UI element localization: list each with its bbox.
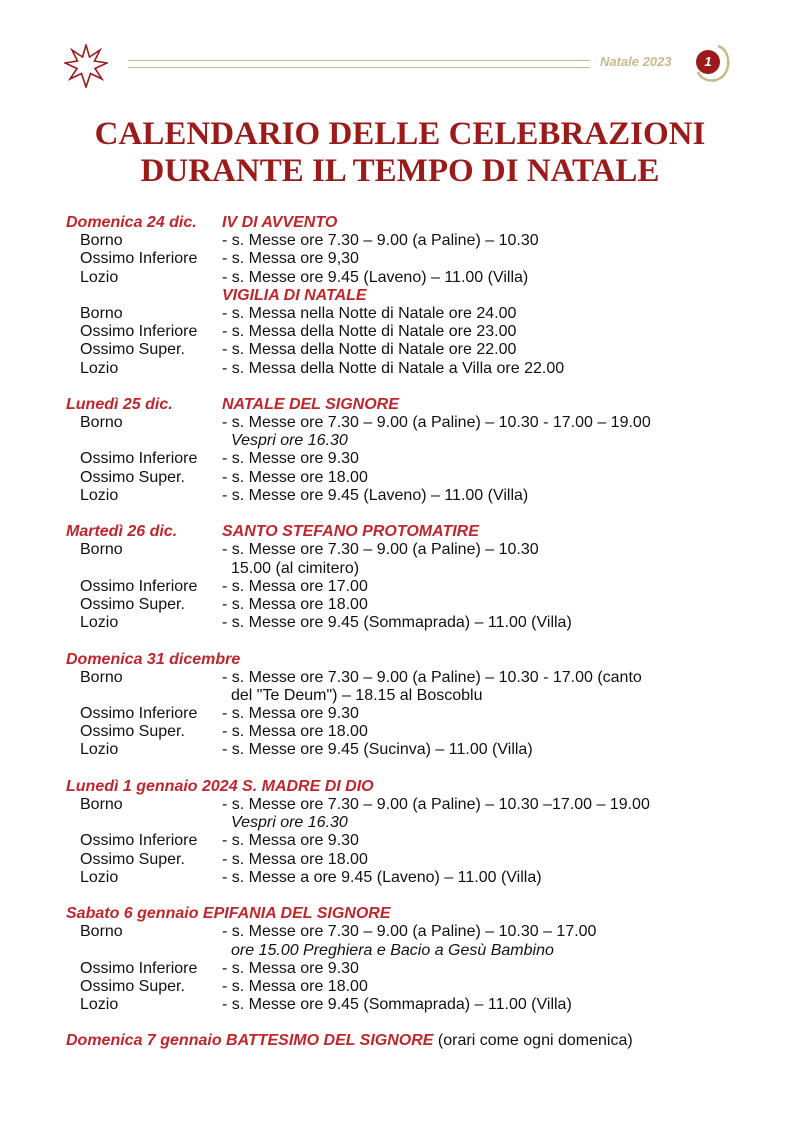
footer-note <box>66 1032 746 1050</box>
mass-times: - s. Messe ore 9.45 (Sommaprada) – 11.00 (Villa) <box>222 614 572 632</box>
place-label: Ossimo Super. <box>80 595 185 613</box>
header-label: Natale 2023 <box>600 54 672 69</box>
schedule-row <box>66 705 746 723</box>
mass-times: - s. Messa ore 18.00 <box>222 850 368 868</box>
place-label: Borno <box>80 923 123 941</box>
place-label: Borno <box>80 668 123 686</box>
section-heading <box>66 905 746 923</box>
place-label: Borno <box>80 304 123 322</box>
section-heading <box>66 651 746 669</box>
schedule-row <box>66 796 746 814</box>
continuation-text: ore 15.00 Preghiera e Bacio a Gesù Bambino <box>231 941 554 959</box>
schedule-row <box>66 614 746 632</box>
place-label: Ossimo Inferiore <box>80 577 198 595</box>
place-label: Lozio <box>80 268 119 286</box>
section-feast: IV DI AVVENTO <box>222 214 338 231</box>
schedule-row <box>66 414 746 432</box>
footer-note-text: (orari come ogni domenica) <box>437 1032 633 1050</box>
place-label: Borno <box>80 414 123 432</box>
title-line-2: DURANTE IL TEMPO DI NATALE <box>140 153 660 189</box>
place-label: Lozio <box>80 486 119 504</box>
schedule-row <box>66 669 746 687</box>
section-day: Martedì 26 dic. <box>66 523 178 541</box>
mass-times: - s. Messe ore 9.45 (Sucinva) – 11.00 (Villa) <box>222 741 533 759</box>
schedule-row-continuation <box>66 560 746 578</box>
section-heading <box>66 523 746 541</box>
continuation-text: 15.00 (al cimitero) <box>231 559 360 577</box>
schedule-row <box>66 869 746 887</box>
continuation-text: Vespri ore 16.30 <box>231 432 348 450</box>
continuation-text: del "Te Deum") – 18.15 al Boscoblu <box>231 686 483 704</box>
section-heading <box>66 214 746 232</box>
schedule-row-continuation <box>66 942 746 960</box>
mass-times: - s. Messa ore 9,30 <box>222 250 359 268</box>
schedule-row <box>66 360 746 378</box>
section-heading <box>66 396 746 414</box>
place-label: Ossimo Inferiore <box>80 705 198 723</box>
mass-times: - s. Messa della Notte di Natale a Villa ore 22.00 <box>222 359 565 377</box>
mass-times: - s. Messa della Notte di Natale ore 22.00 <box>222 341 517 359</box>
schedule-row <box>66 578 746 596</box>
mass-times: - s. Messe ore 7.30 – 9.00 (a Paline) – 10.30 <box>222 541 539 559</box>
schedule-row <box>66 450 746 468</box>
place-label: Ossimo Super. <box>80 468 185 486</box>
mass-times: - s. Messe ore 7.30 – 9.00 (a Paline) – 10.30 - 17.00 (canto <box>222 668 642 686</box>
section-day: Domenica 31 dicembre <box>66 650 241 668</box>
mass-times: - s. Messe ore 9.30 <box>222 450 359 468</box>
header-rule <box>128 60 590 68</box>
section-heading <box>66 778 746 796</box>
place-label: Ossimo Inferiore <box>80 959 198 977</box>
place-label: Ossimo Super. <box>80 977 185 995</box>
mass-times: - s. Messa ore 18.00 <box>222 977 368 995</box>
place-label: Borno <box>80 232 123 250</box>
mass-times: - s. Messe ore 9.45 (Laveno) – 11.00 (Villa) <box>222 268 529 286</box>
schedule-row <box>66 923 746 941</box>
schedule <box>66 214 746 1051</box>
place-label: Lozio <box>80 996 119 1014</box>
schedule-row-continuation <box>66 432 746 450</box>
mass-times: - s. Messa ore 17.00 <box>222 577 368 595</box>
place-label: Ossimo Inferiore <box>80 450 198 468</box>
mass-times: - s. Messa nella Notte di Natale ore 24.00 <box>222 304 517 322</box>
mass-times: - s. Messe ore 7.30 – 9.00 (a Paline) – 10.30 - 17.00 – 19.00 <box>222 414 651 432</box>
schedule-row <box>66 305 746 323</box>
page-title <box>0 116 800 190</box>
schedule-row <box>66 232 746 250</box>
schedule-row <box>66 741 746 759</box>
mass-times: - s. Messe ore 7.30 – 9.00 (a Paline) – 10.30 –17.00 – 19.00 <box>222 796 650 813</box>
schedule-row <box>66 851 746 869</box>
mass-times: - s. Messa ore 18.00 <box>222 723 368 741</box>
schedule-row <box>66 832 746 850</box>
mass-times: - s. Messe ore 9.45 (Laveno) – 11.00 (Villa) <box>222 486 529 504</box>
mass-times: - s. Messe ore 7.30 – 9.00 (a Paline) – 10.30 <box>222 232 539 250</box>
place-label: Lozio <box>80 359 119 377</box>
section-day: Sabato 6 gennaio EPIFANIA DEL SIGNORE <box>66 905 391 923</box>
mass-times: - s. Messe a ore 9.45 (Laveno) – 11.00 (Villa) <box>222 868 542 886</box>
place-label: Lozio <box>80 741 119 759</box>
mass-times: - s. Messa ore 9.30 <box>222 705 359 723</box>
schedule-row <box>66 960 746 978</box>
place-label: Ossimo Super. <box>80 341 185 359</box>
place-label: Borno <box>80 541 123 559</box>
mass-times: - s. Messe ore 9.45 (Sommaprada) – 11.00 (Villa) <box>222 996 572 1014</box>
page-number-badge: 1 <box>696 50 720 74</box>
section-day: Lunedì 25 dic. <box>66 395 173 413</box>
place-label: Ossimo Inferiore <box>80 323 198 341</box>
star-icon <box>64 44 108 88</box>
section-feast: SANTO STEFANO PROTOMATIRE <box>222 523 479 541</box>
mass-times: - s. Messa della Notte di Natale ore 23.00 <box>222 323 517 341</box>
schedule-row <box>66 541 746 559</box>
schedule-row-continuation <box>66 814 746 832</box>
schedule-row <box>66 596 746 614</box>
schedule-row <box>66 250 746 268</box>
schedule-row <box>66 723 746 741</box>
footer-heading: Domenica 7 gennaio BATTESIMO DEL SIGNORE <box>66 1032 434 1050</box>
place-label: Borno <box>80 796 123 813</box>
mass-times: - s. Messe ore 18.00 <box>222 468 368 486</box>
place-label: Lozio <box>80 868 119 886</box>
title-line-1: CALENDARIO DELLE CELEBRAZIONI <box>94 116 706 152</box>
schedule-row <box>66 323 746 341</box>
schedule-row <box>66 469 746 487</box>
place-label: Lozio <box>80 614 119 632</box>
place-label: Ossimo Super. <box>80 850 185 868</box>
schedule-row-continuation <box>66 687 746 705</box>
section-subheading <box>66 287 746 305</box>
mass-times: - s. Messa ore 9.30 <box>222 832 359 850</box>
schedule-row <box>66 269 746 287</box>
schedule-row <box>66 341 746 359</box>
section-sub-feast: VIGILIA DI NATALE <box>222 286 367 304</box>
schedule-row <box>66 487 746 505</box>
place-label: Ossimo Inferiore <box>80 832 198 850</box>
place-label: Ossimo Inferiore <box>80 250 198 268</box>
mass-times: - s. Messe ore 7.30 – 9.00 (a Paline) – 10.30 – 17.00 <box>222 923 597 941</box>
section-day: Domenica 24 dic. <box>66 214 197 231</box>
section-feast: NATALE DEL SIGNORE <box>222 395 399 413</box>
mass-times: - s. Messa ore 18.00 <box>222 595 368 613</box>
place-label: Ossimo Super. <box>80 723 185 741</box>
schedule-row <box>66 996 746 1014</box>
schedule-row <box>66 978 746 996</box>
mass-times: - s. Messa ore 9.30 <box>222 959 359 977</box>
continuation-text: Vespri ore 16.30 <box>231 814 348 832</box>
section-day: Lunedì 1 gennaio 2024 S. MADRE DI DIO <box>66 777 374 795</box>
